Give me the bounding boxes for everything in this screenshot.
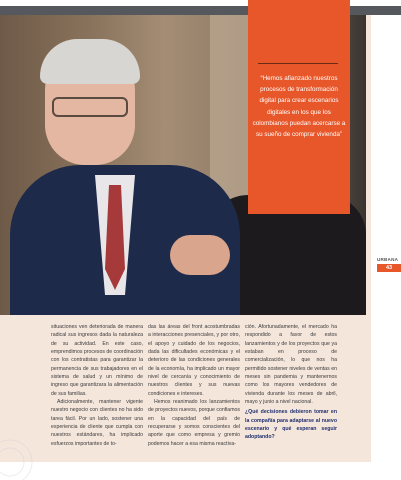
paragraph: situaciones ven deteriorada de manera radical sus ingresos dada la naturaleza de su actividad. En este caso, emprendimos procesos de coordinación con los contratistas para garantizar la permanencia de sus trabajadores en el sistema de salud y un mínimo de ingreso que garantizara la alimentación de sus familias.: [51, 324, 143, 397]
decorative-rings: [0, 422, 40, 480]
paragraph: Hemos reanimado los lanzamientos de proyectos nuevos, porque confiamos en la capacidad del país de recuperarse y somos conscientes del aporte que como empresa y gremio podemos hacer a esa misma reactiva-: [148, 399, 240, 447]
article-column-1: [51, 323, 143, 448]
article-column-3: [245, 323, 337, 442]
article-column-2: [148, 323, 240, 448]
page-number: 43: [377, 264, 401, 272]
pull-quote-rule: [258, 63, 338, 64]
interview-question: ¿Qué decisiones debieron tomar en la compañía para adaptarse al nuevo escenario y qué esperan seguir adoptando?: [245, 409, 337, 441]
paragraph: Adicionalmente, mantener vigente nuestro negocio con clientes no ha sido tarea fácil. Por un lado, sostener una experiencia de cliente que cumpla con nuestros estándares, ha implicado esfuerzos importantes de to-: [51, 399, 143, 447]
pull-quote-text: “Hemos afianzado nuestros procesos de transformación digital para crear escenarios digitales en los que los colombianos puedan acercarse a su sueño de comprar vivienda”: [252, 75, 346, 139]
paragraph: das las áreas del front acostumbradas a interacciones presenciales, y por otro, el apoyo y cuidado de los negocios, dada las dificultades económicas y el deterioro de las condiciones generales de la economía, ha implicado un mayor nivel de cercanía y conocimiento de nuestros clientes y sus nuevas condiciones e intereses.: [148, 324, 240, 397]
section-tag: URBANA: [377, 257, 399, 262]
paragraph: ción. Afortunadamente, el mercado ha respondido a favor de estos lanzamientos y de los proyectos que ya estaban en proceso de comercialización, lo que nos ha permitido sostener niveles de ventas en meses sin pandemia y mantenernos como los mayores vendedores de vivienda durante los meses de abril, mayo y junio a nivel nacional.: [245, 324, 337, 406]
